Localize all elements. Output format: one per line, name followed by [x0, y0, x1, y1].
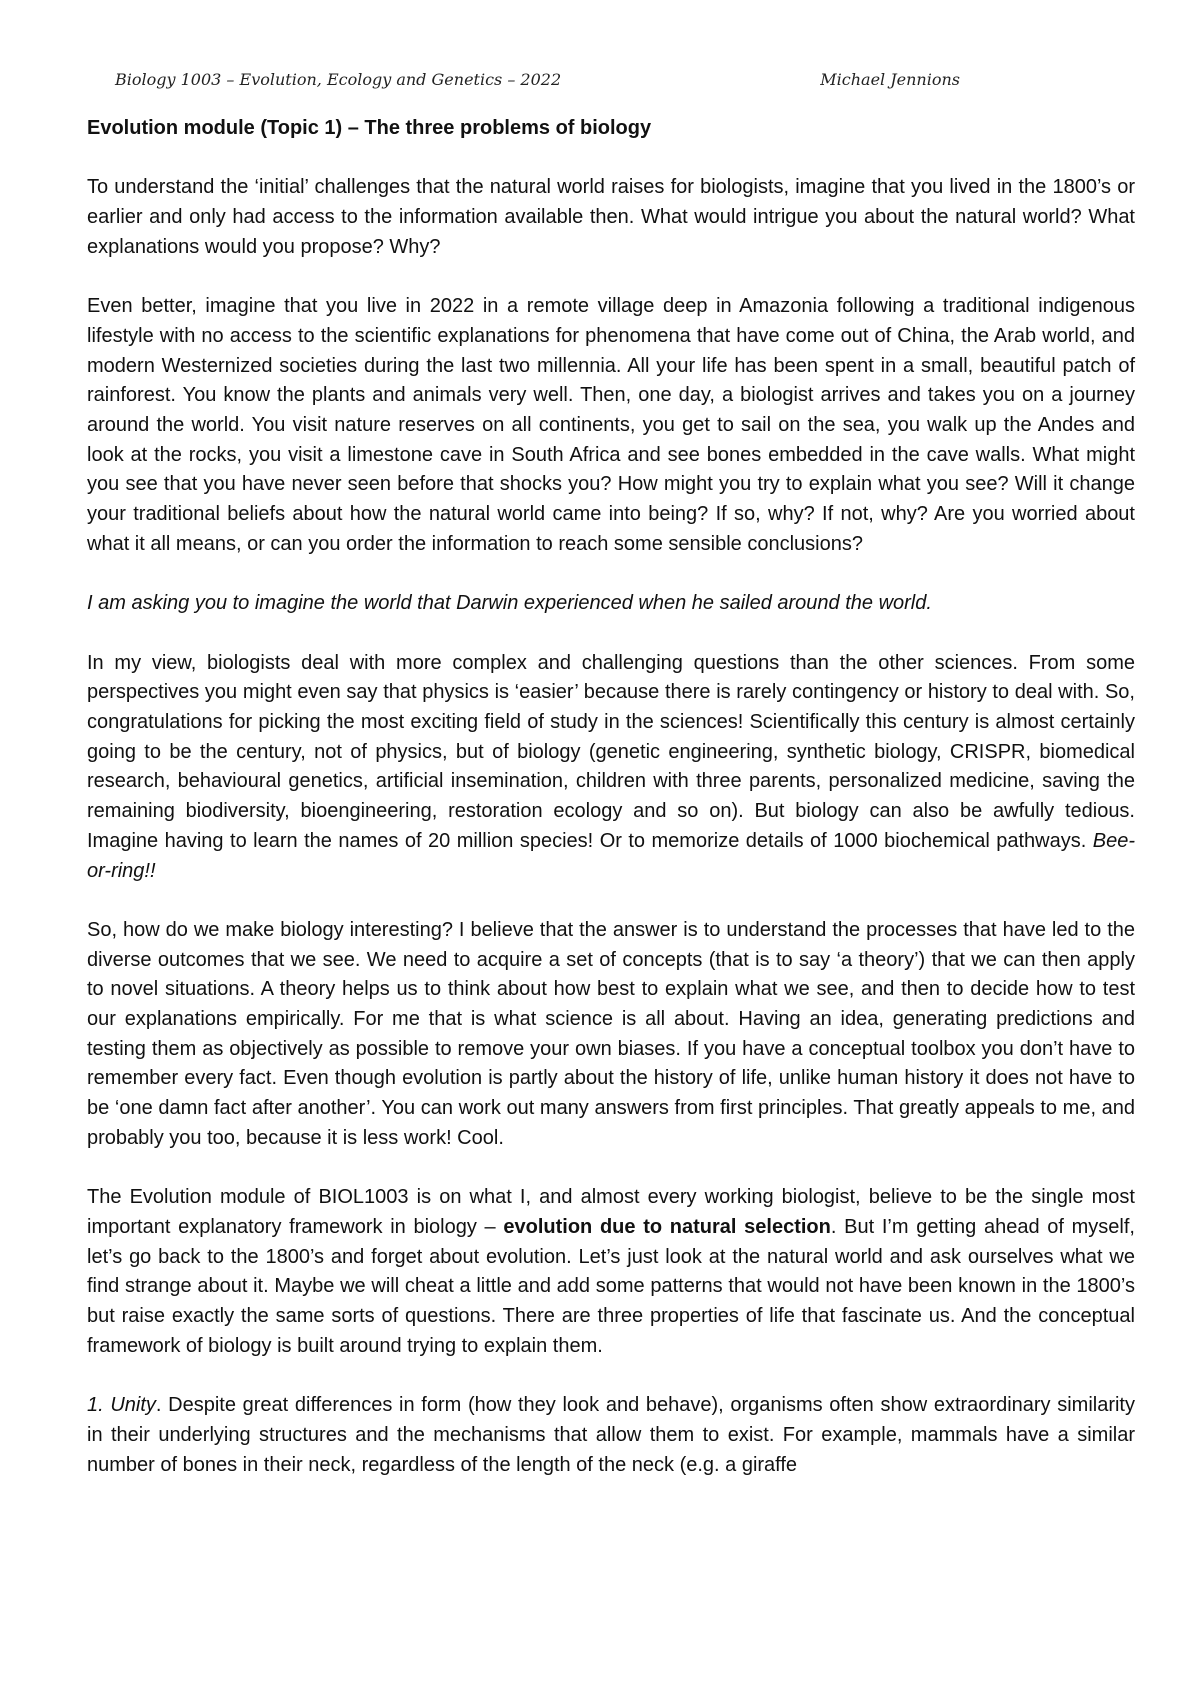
paragraph-5 [87, 916, 1135, 1154]
paragraph-6-bold-text: evolution due to natural selection [503, 1215, 831, 1238]
paragraph-6 [87, 1183, 1135, 1361]
paragraph-1-text: To understand the ‘initial’ challenges that the natural world raises for biologists, imagine that you lived in the 1800’s or earlier and only had access to the information available then. What would intrigue you about the natural world? What explanations would you propose? Why? [87, 176, 1135, 258]
paragraph-4-italic-text: Bee-or-ring!! [87, 829, 1135, 882]
paragraph-4 [87, 649, 1135, 887]
paragraph-1 [87, 173, 1135, 262]
document-title: Evolution module (Topic 1) – The three problems of biology [87, 117, 652, 139]
paragraph-6-text-a: The Evolution module of BIOL1003 is on what I, and almost every working biologist, believe to be the single most important explanatory framework in biology – [87, 1186, 1135, 1238]
paragraph-7 [87, 1391, 1135, 1480]
paragraph-4-text: In my view, biologists deal with more complex and challenging questions than the other sciences. From some perspectives you might even say that physics is ‘easier’ because there is rarely contingency or history to deal with. So, congratulations for picking the most exciting field of study in the sciences! Scientifically this century is almost certainly going to be the century, not of physics, but of biology (genetic engineering, synthetic biology, CRISPR, biomedical research, behavioural genetics, artificial insemination, children with three parents, personalized medicine, saving the remaining biodiversity, bioengineering, restoration ecology and so on). But biology can also be awfully tedious. Imagine having to learn the names of 20 million species! Or to memorize details of 1000 biochemical pathways. [87, 651, 1135, 852]
document-body [87, 114, 1135, 1510]
paragraph-6-text-b: . But I’m getting ahead of myself, let’s go back to the 1800’s and forget about evolution. Let’s just look at the natural world and ask ourselves what we find strange about it. Maybe we will cheat a little and add some patterns that would not have been known in the 1800’s but raise exactly the same sorts of questions. There are three properties of life that fascinate us. And the conceptual framework of biology is built around trying to explain them. [87, 1215, 1135, 1357]
paragraph-3 [87, 589, 1135, 619]
running-header [115, 70, 960, 96]
paragraph-7-italic-heading: 1. Unity [87, 1394, 156, 1417]
paragraph-7-text: . Despite great differences in form (how they look and behave), organisms often show extraordinary similarity in their underlying structures and the mechanisms that allow them to exist. For example, mammals have a similar number of bones in their neck, regardless of the length of the neck (e.g. a giraffe [87, 1394, 1135, 1476]
header-author: Michael Jennions [820, 70, 960, 89]
paragraph-2-text: Even better, imagine that you live in 2022 in a remote village deep in Amazonia following a traditional indigenous lifestyle with no access to the scientific explanations for phenomena that have come out of China, the Arab world, and modern Westernized societies during the last two millennia. All your life has been spent in a small, beautiful patch of rainforest. You know the plants and animals very well. Then, one day, a biologist arrives and takes you on a journey around the world. You visit nature reserves on all continents, you get to sail on the sea, you walk up the Andes and look at the rocks, you visit a limestone cave in South Africa and see bones embedded in the cave walls. What might you see that you have never seen before that shocks you? How might you try to explain what you see? Will it change your traditional beliefs about how the natural world came into being? If so, why? If not, why? Are you worried about what it all means, or can you order the information to reach some sensible conclusions? [87, 295, 1135, 555]
header-course-title: Biology 1003 – Evolution, Ecology and Genetics – 2022 [115, 70, 562, 89]
paragraph-3-italic-text: I am asking you to imagine the world that Darwin experienced when he sailed around the world. [87, 592, 932, 615]
paragraph-5-text: So, how do we make biology interesting? I believe that the answer is to understand the processes that have led to the diverse outcomes that we see. We need to acquire a set of concepts (that is to say ‘a theory’) that we can then apply to novel situations. A theory helps us to think about how best to explain what we see, and then to decide how to test our explanations empirically. For me that is what science is all about. Having an idea, generating predictions and testing them as objectively as possible to remove your own biases. If you have a conceptual toolbox you don’t have to remember every fact. Even though evolution is partly about the history of life, unlike human history it does not have to be ‘one damn fact after another’. You can work out many answers from first principles. That greatly appeals to me, and probably you too, because it is less work! Cool. [87, 918, 1135, 1149]
paragraph-2 [87, 292, 1135, 559]
